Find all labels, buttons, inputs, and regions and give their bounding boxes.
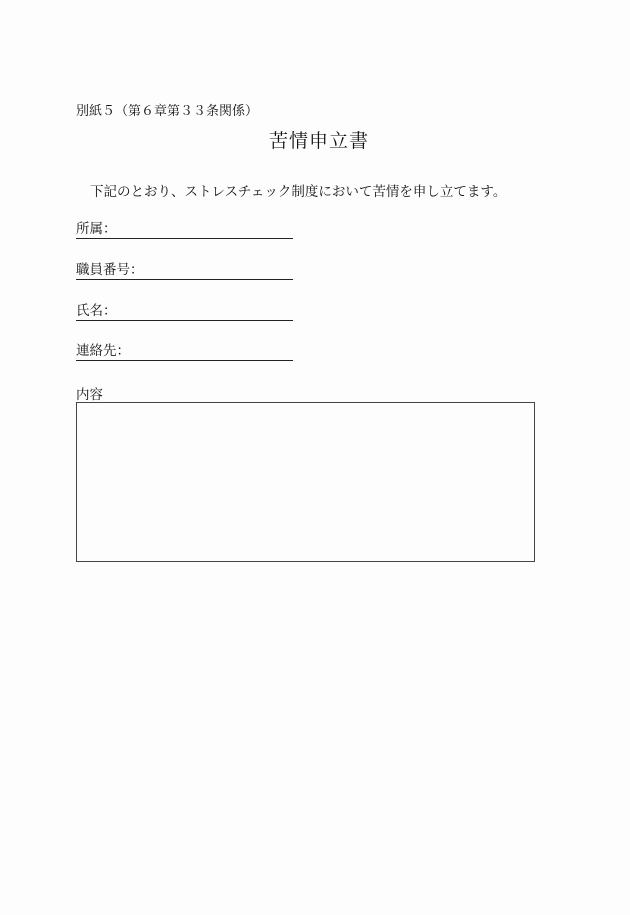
content-label: 内容 <box>76 387 103 403</box>
contact-field[interactable] <box>76 342 293 361</box>
affiliation-label: 所属： <box>76 221 117 237</box>
affiliation-field[interactable] <box>76 220 293 239</box>
content-box[interactable] <box>76 402 535 562</box>
employee-number-field[interactable] <box>76 261 293 280</box>
name-label: 氏名： <box>76 303 117 319</box>
contact-label: 連絡先： <box>76 343 130 359</box>
document-title-text: 苦情申立書 <box>268 130 369 152</box>
intro-text: 下記のとおり、ストレスチェック制度において苦情を申し立てます。 <box>90 184 507 200</box>
name-field[interactable] <box>76 302 293 321</box>
document-reference: 別紙５（第６章第３３条関係） <box>76 104 259 119</box>
document-title <box>0 126 630 153</box>
employee-number-label: 職員番号： <box>76 262 144 278</box>
